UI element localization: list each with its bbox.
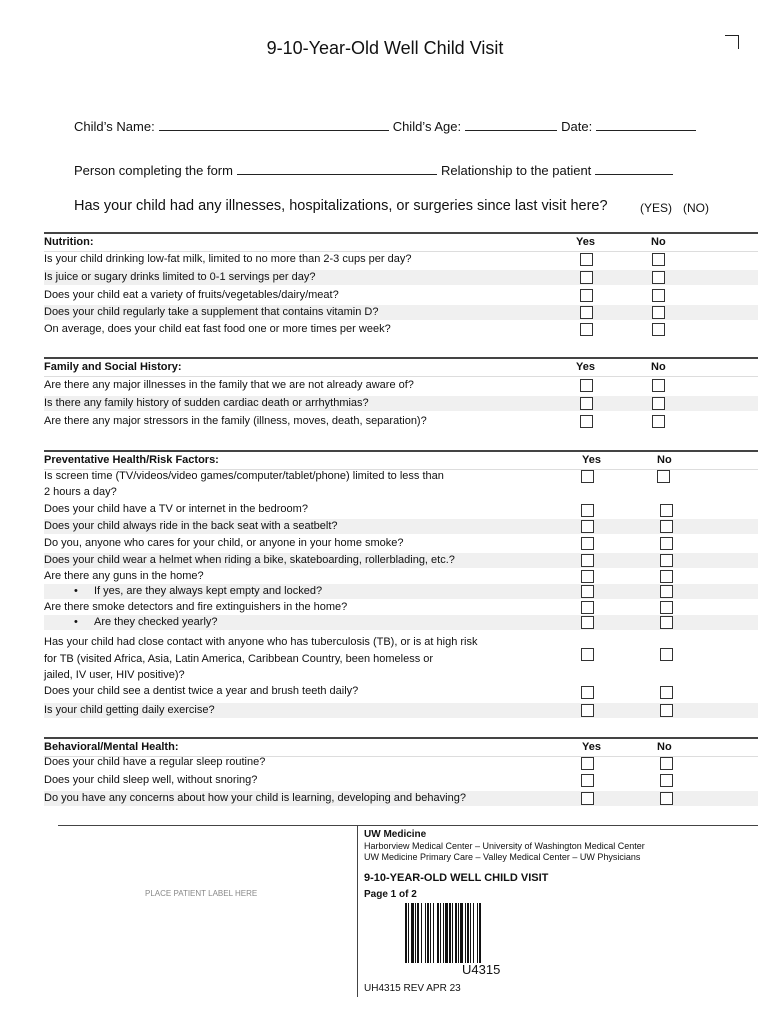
no-checkbox[interactable] — [660, 792, 673, 805]
question-text: Are there any major stressors in the family (illness, moves, death, separation)? — [44, 415, 427, 427]
barcode-text: U4315 — [462, 962, 501, 977]
behavioral-title: Behavioral/Mental Health: — [44, 741, 179, 753]
no-checkbox[interactable] — [660, 757, 673, 770]
family-yes-header: Yes — [576, 361, 595, 373]
relationship-label: Relationship to the patient — [440, 163, 592, 178]
yes-checkbox[interactable] — [580, 289, 593, 302]
question-row — [44, 322, 758, 337]
behavioral-yes-header: Yes — [582, 741, 601, 753]
org-line-2: UW Medicine Primary Care – Valley Medical Center – UW Physicians — [364, 852, 641, 862]
no-checkbox[interactable] — [652, 379, 665, 392]
person-completing-label: Person completing the form — [74, 163, 233, 178]
no-checkbox[interactable] — [660, 704, 673, 717]
yes-checkbox[interactable] — [581, 537, 594, 550]
main-no[interactable]: (NO) — [683, 201, 709, 215]
yes-checkbox[interactable] — [581, 686, 594, 699]
no-checkbox[interactable] — [652, 289, 665, 302]
footer-form-title: 9-10-YEAR-OLD WELL CHILD VISIT — [364, 872, 549, 884]
no-checkbox[interactable] — [660, 504, 673, 517]
yes-checkbox[interactable] — [581, 704, 594, 717]
question-text: Has your child had close contact with anyone who has tuberculosis (TB), or is at high risk — [44, 636, 478, 648]
question-row — [44, 652, 758, 667]
preventative-header — [44, 450, 758, 470]
date-label: Date: — [561, 119, 593, 134]
question-row — [44, 791, 758, 806]
person-completing-row — [74, 162, 677, 178]
question-text: Does your child have a TV or internet in the bedroom? — [44, 503, 308, 515]
yes-checkbox[interactable] — [581, 520, 594, 533]
question-row — [44, 288, 758, 303]
no-checkbox[interactable] — [660, 554, 673, 567]
question-row — [44, 414, 758, 429]
no-checkbox[interactable] — [660, 774, 673, 787]
no-checkbox[interactable] — [652, 415, 665, 428]
question-row — [44, 519, 758, 534]
question-row — [44, 469, 758, 484]
nutrition-no-header: No — [651, 236, 666, 248]
question-text: Are there any guns in the home? — [44, 570, 204, 582]
family-header — [44, 357, 758, 377]
no-checkbox[interactable] — [660, 648, 673, 661]
question-text: 2 hours a day? — [44, 486, 117, 498]
no-checkbox[interactable] — [652, 397, 665, 410]
question-text: Are there any major illnesses in the family that we are not already aware of? — [44, 379, 414, 391]
childs-name-row — [74, 118, 700, 134]
yes-checkbox[interactable] — [581, 774, 594, 787]
behavioral-no-header: No — [657, 741, 672, 753]
yes-checkbox[interactable] — [580, 271, 593, 284]
form-title: 9-10-Year-Old Well Child Visit — [266, 38, 504, 58]
yes-checkbox[interactable] — [581, 601, 594, 614]
question-text: jailed, IV user, HIV positive)? — [44, 669, 185, 681]
question-text: Does your child see a dentist twice a year and brush teeth daily? — [44, 685, 359, 697]
question-row — [44, 684, 758, 699]
yes-checkbox[interactable] — [581, 792, 594, 805]
childs-name-field[interactable] — [159, 118, 389, 131]
question-text: Does your child eat a variety of fruits/vegetables/dairy/meat? — [44, 289, 339, 301]
question-text: Is your child getting daily exercise? — [44, 704, 215, 716]
childs-name-label: Child’s Name: — [74, 119, 155, 134]
no-checkbox[interactable] — [652, 271, 665, 284]
yes-checkbox[interactable] — [581, 554, 594, 567]
relationship-field[interactable] — [595, 162, 673, 175]
question-text: Are there smoke detectors and fire extinguishers in the home? — [44, 601, 348, 613]
question-row — [44, 252, 758, 267]
no-checkbox[interactable] — [652, 306, 665, 319]
question-row — [44, 635, 758, 650]
no-checkbox[interactable] — [660, 601, 673, 614]
question-text: Are they checked yearly? — [94, 616, 218, 628]
question-text: Do you have any concerns about how your child is learning, developing and behaving? — [44, 792, 466, 804]
no-checkbox[interactable] — [660, 520, 673, 533]
question-row — [44, 270, 758, 285]
question-text: Is screen time (TV/videos/video games/computer/tablet/phone) limited to less than — [44, 470, 444, 482]
question-row — [44, 502, 758, 517]
yes-checkbox[interactable] — [580, 306, 593, 319]
patient-label-placeholder: PLACE PATIENT LABEL HERE — [145, 889, 258, 898]
question-text: Do you, anyone who cares for your child, or anyone in your home smoke? — [44, 537, 404, 549]
nutrition-title: Nutrition: — [44, 236, 94, 248]
preventative-no-header: No — [657, 454, 672, 466]
yes-checkbox[interactable] — [581, 504, 594, 517]
page-number: Page 1 of 2 — [364, 889, 417, 900]
question-row — [44, 536, 758, 551]
preventative-yes-header: Yes — [582, 454, 601, 466]
no-checkbox[interactable] — [657, 470, 670, 483]
question-text: Does your child regularly take a supplement that contains vitamin D? — [44, 306, 379, 318]
no-checkbox[interactable] — [660, 616, 673, 629]
yes-checkbox[interactable] — [581, 648, 594, 661]
yes-checkbox[interactable] — [580, 379, 593, 392]
org-name-text: UW Medicine — [364, 829, 427, 840]
question-row — [44, 668, 758, 683]
yes-checkbox[interactable] — [581, 570, 594, 583]
question-row — [44, 615, 758, 630]
family-title: Family and Social History: — [44, 361, 182, 373]
question-row — [44, 584, 758, 599]
yes-checkbox[interactable] — [581, 616, 594, 629]
no-checkbox[interactable] — [652, 253, 665, 266]
nutrition-header — [44, 232, 758, 252]
question-text: Is your child drinking low-fat milk, limited to no more than 2-3 cups per day? — [44, 253, 412, 265]
no-checkbox[interactable] — [652, 323, 665, 336]
question-row — [44, 485, 758, 500]
footer-divider — [357, 825, 358, 997]
date-field[interactable] — [596, 118, 696, 131]
question-text: Does your child sleep well, without snoring? — [44, 774, 258, 786]
main-yes[interactable]: (YES) — [640, 201, 673, 215]
question-row — [44, 569, 758, 584]
question-row — [44, 553, 758, 568]
question-text: Does your child wear a helmet when riding a bike, skateboarding, rollerblading, etc.? — [44, 554, 455, 566]
yes-checkbox[interactable] — [580, 323, 593, 336]
barcode-icon — [405, 903, 505, 963]
question-text: for TB (visited Africa, Asia, Latin America, Caribbean Country, been homeless or — [44, 653, 434, 665]
main-question: Has your child had any illnesses, hospitalizations, or surgeries since last visit here? — [74, 198, 608, 214]
family-no-header: No — [651, 361, 666, 373]
corner-mark — [725, 35, 739, 49]
question-text: Is juice or sugary drinks limited to 0-1 servings per day? — [44, 271, 316, 283]
person-completing-field[interactable] — [237, 162, 437, 175]
yes-checkbox[interactable] — [580, 253, 593, 266]
question-row — [44, 755, 758, 770]
no-checkbox[interactable] — [660, 537, 673, 550]
yes-checkbox[interactable] — [580, 415, 593, 428]
question-text: Does your child have a regular sleep routine? — [44, 756, 266, 768]
no-checkbox[interactable] — [660, 570, 673, 583]
no-checkbox[interactable] — [660, 686, 673, 699]
question-row — [44, 703, 758, 718]
no-checkbox[interactable] — [660, 585, 673, 598]
question-text: Does your child always ride in the back seat with a seatbelt? — [44, 520, 338, 532]
yes-checkbox[interactable] — [581, 470, 594, 483]
childs-age-field[interactable] — [465, 118, 557, 131]
org-name — [364, 829, 426, 840]
question-row — [44, 378, 758, 393]
question-text: Is there any family history of sudden cardiac death or arrhythmias? — [44, 397, 369, 409]
org-line-1: Harborview Medical Center – University of Washington Medical Center — [364, 841, 645, 851]
behavioral-header — [44, 737, 758, 757]
question-row — [44, 600, 758, 615]
question-row — [44, 773, 758, 788]
revision: UH4315 REV APR 23 — [364, 983, 461, 994]
childs-age-label: Child’s Age: — [392, 119, 462, 134]
question-text: If yes, are they always kept empty and locked? — [94, 585, 323, 597]
question-row — [44, 305, 758, 320]
nutrition-yes-header: Yes — [576, 236, 595, 248]
yes-checkbox[interactable] — [581, 585, 594, 598]
yes-checkbox[interactable] — [580, 397, 593, 410]
question-text: On average, does your child eat fast food one or more times per week? — [44, 323, 391, 335]
yes-checkbox[interactable] — [581, 757, 594, 770]
preventative-title: Preventative Health/Risk Factors: — [44, 454, 219, 466]
question-row — [44, 396, 758, 411]
footer-rule — [58, 825, 758, 826]
